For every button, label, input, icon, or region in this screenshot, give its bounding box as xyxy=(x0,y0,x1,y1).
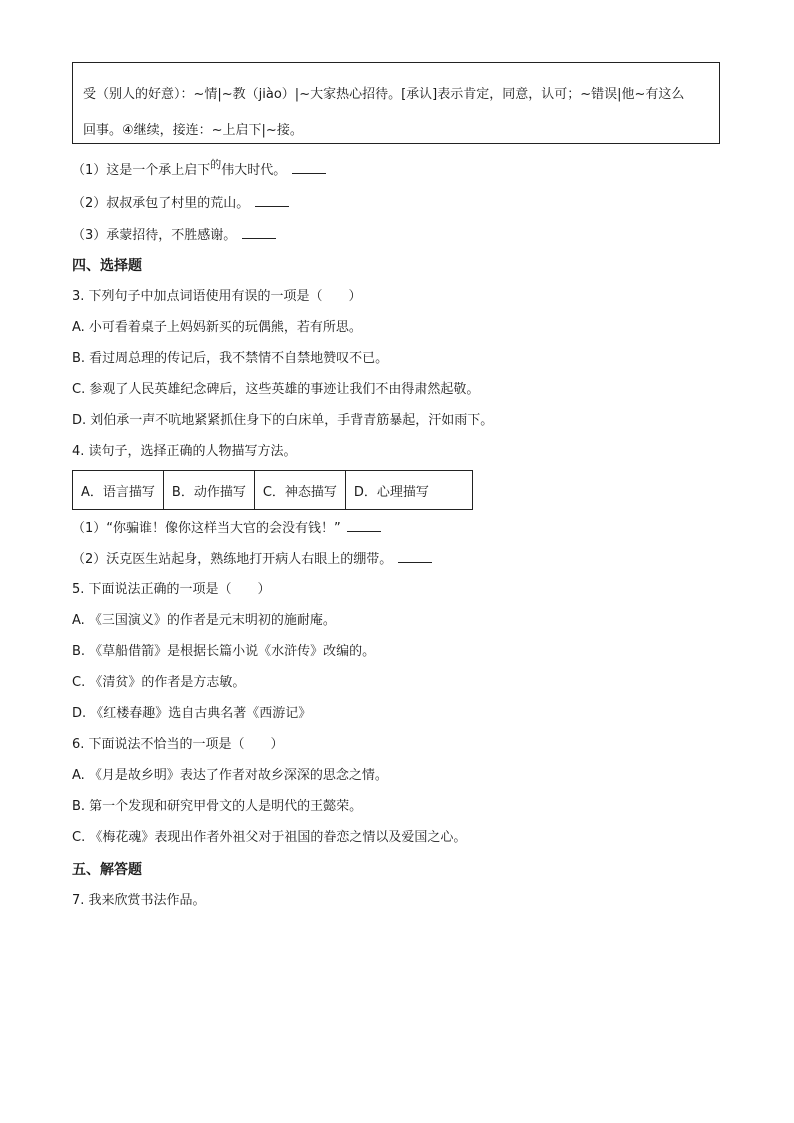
question-3-stem: 3. 下列句子中加点词语使用有误的一项是（ ） xyxy=(72,289,362,304)
question-7-stem: 7. 我来欣赏书法作品。 xyxy=(72,893,206,908)
definition-line-2: 回事。④继续，接连：~上启下|~接。 xyxy=(83,123,303,138)
sentence-item-3-text: （3）承蒙招待，不胜感谢。 xyxy=(72,228,237,243)
sentence-item-1 xyxy=(72,158,326,180)
sentence-item-2 xyxy=(72,194,289,213)
answer-blank[interactable] xyxy=(292,161,326,174)
answer-blank[interactable] xyxy=(347,519,381,532)
sentence-item-1-before: （1）这是一个承上启下 xyxy=(72,163,211,178)
question-4-item-2 xyxy=(72,550,432,569)
section-heading-4: 四、选择题 xyxy=(72,258,142,274)
sentence-item-1-after: 伟大时代。 xyxy=(221,163,287,178)
question-3-option-b: B. 看过周总理的传记后，我不禁情不自禁地赞叹不已。 xyxy=(72,351,389,366)
question-6-stem: 6. 下面说法不恰当的一项是（ ） xyxy=(72,737,284,752)
question-3-option-a: A. 小可看着桌子上妈妈新买的玩偶熊，若有所思。 xyxy=(72,320,362,335)
answer-blank[interactable] xyxy=(242,226,276,239)
question-5-option-d: D. 《红楼春趣》选自古典名著《西游记》 xyxy=(72,706,312,721)
question-4-item-1 xyxy=(72,519,381,538)
question-3-option-d: D. 刘伯承一声不吭地紧紧抓住身下的白床单，手背青筋暴起，汗如雨下。 xyxy=(72,413,494,428)
sentence-item-2-text: （2）叔叔承包了村里的荒山。 xyxy=(72,196,250,211)
question-3-option-c: C. 参观了人民英雄纪念碑后，这些英雄的事迹让我们不由得肃然起敬。 xyxy=(72,382,480,397)
method-cell-b: B．动作描写 xyxy=(163,471,254,510)
question-6-option-b: B. 第一个发现和研究甲骨文的人是明代的王懿荣。 xyxy=(72,799,363,814)
description-methods-table xyxy=(72,470,473,510)
definition-line-1: 受（别人的好意）：~情|~教（jiào）|~大家热心招待。[承认]表示肯定，同意，认可；~错误|他~有这么 xyxy=(83,87,685,102)
sentence-item-1-sup: 的 xyxy=(210,158,222,171)
question-5-option-b: B. 《草船借箭》是根据长篇小说《水浒传》改编的。 xyxy=(72,644,376,659)
question-4-item-1-text: （1）“你骗谁！像你这样当大官的会没有钱！” xyxy=(72,521,341,536)
sentence-item-3 xyxy=(72,226,276,245)
question-4-stem: 4. 读句子，选择正确的人物描写方法。 xyxy=(72,444,297,459)
method-cell-a: A．语言描写 xyxy=(73,471,164,510)
question-5-option-c: C. 《清贫》的作者是方志敏。 xyxy=(72,675,246,690)
question-5-stem: 5. 下面说法正确的一项是（ ） xyxy=(72,582,271,597)
answer-blank[interactable] xyxy=(398,550,432,563)
question-5-option-a: A. 《三国演义》的作者是元末明初的施耐庵。 xyxy=(72,613,336,628)
question-4-item-2-text: （2）沃克医生站起身，熟练地打开病人右眼上的绷带。 xyxy=(72,552,393,567)
answer-blank[interactable] xyxy=(255,194,289,207)
question-6-option-c: C. 《梅花魂》表现出作者外祖父对于祖国的眷恋之情以及爱国之心。 xyxy=(72,830,467,845)
question-6-option-a: A. 《月是故乡明》表达了作者对故乡深深的思念之情。 xyxy=(72,768,388,783)
method-cell-d: D．心理描写 xyxy=(345,471,472,510)
method-cell-c: C．神态描写 xyxy=(254,471,345,510)
section-heading-5: 五、解答题 xyxy=(72,862,142,878)
definition-box xyxy=(72,62,720,144)
